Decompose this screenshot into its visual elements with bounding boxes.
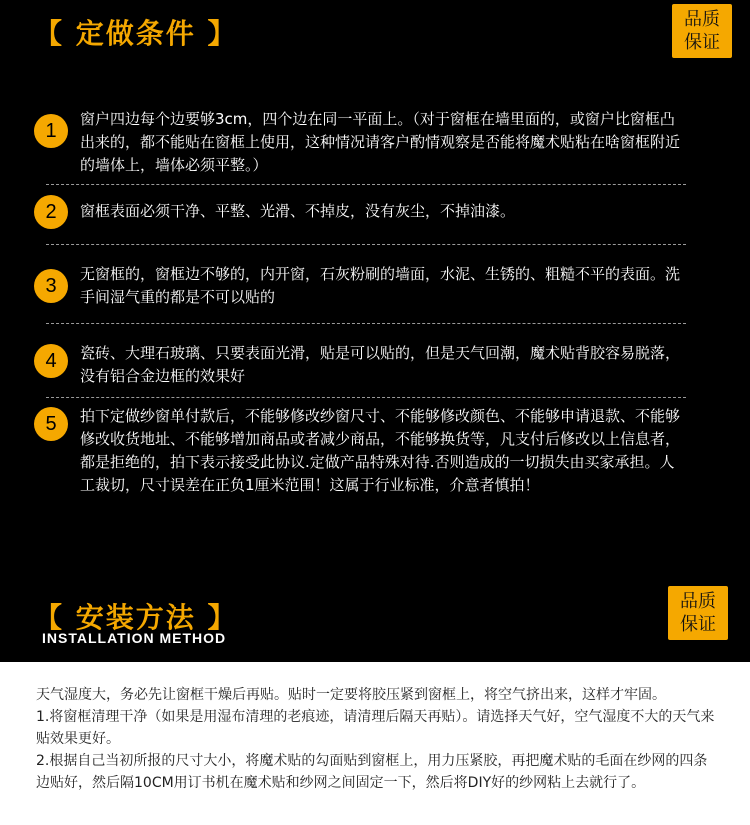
quality-badge [668,586,728,640]
condition-text: 无窗框的，窗框边不够的，内开窗，石灰粉刷的墙面，水泥、生锈的、粗糙不平的表面。洗手间湿气重的都是不可以贴的 [80,265,681,306]
install-line: 2.根据自己当初所报的尺寸大小，将魔术贴的勾面贴到窗框上，用力压紧胶，再把魔术贴的毛面在纱网的四条边贴好，然后隔10CM用订书机在魔术贴和纱网之间固定一下，然后将DIY好的纱网粘上去就行了。 [36,753,708,791]
divider [46,184,686,185]
number-badge: 5 [34,407,68,441]
condition-text: 瓷砖、大理石玻璃、只要表面光滑，贴是可以贴的，但是天气回潮，魔术贴背胶容易脱落，没有铝合金边框的效果好 [80,344,681,385]
section-subtitle-install: INSTALLATION METHOD [42,630,227,646]
install-text [36,684,716,794]
number-badge: 3 [34,269,68,303]
divider [46,397,686,398]
divider [46,323,686,324]
quality-badge [672,4,732,58]
divider [46,244,686,245]
condition-text: 窗户四边每个边要够3cm，四个边在同一平面上。（对于窗框在墙里面的，或窗户比窗框凸出来的，都不能贴在窗框上使用，这种情况请客户酌情观察是否能将魔术贴粘在啥窗框附近的墙体上，墙体必须平整。） [80,110,681,174]
install-line: 天气湿度大，务必先让窗框干燥后再贴。贴时一定要将胶压紧到窗框上，将空气挤出来，这样才牢固。 [36,687,666,703]
section-title-conditions: 【 定做条件 】 [34,17,238,50]
badge-line-1: 品质 [684,9,720,30]
number-badge: 1 [34,114,68,148]
badge-line-2: 保证 [680,614,716,635]
number-badge: 2 [34,195,68,229]
condition-text: 拍下定做纱窗单付款后，不能够修改纱窗尺寸、不能够修改颜色、不能够申请退款、不能够修改收货地址、不能够增加商品或者减少商品，不能够换货等，凡支付后修改以上信息者，都是拒绝的，拍下表示接受此协议.定做产品特殊对待.否则造成的一切损失由买家承担。人工裁切，尺寸误差在正负1厘米范围！这属于行业标准，介意者慎拍！ [80,407,681,494]
install-line: 1.将窗框清理干净（如果是用湿布清理的老痕迹，请清理后隔天再贴）。请选择天气好，空气湿度不大的天气来贴效果更好。 [36,709,715,747]
number-badge: 4 [34,344,68,378]
install-panel [0,662,750,825]
section-title-install: 【 安装方法 】 [34,601,238,634]
condition-text: 窗框表面必须干净、平整、光滑、不掉皮，没有灰尘，不掉油漆。 [80,202,516,220]
badge-line-1: 品质 [680,591,716,612]
badge-line-2: 保证 [684,32,720,53]
